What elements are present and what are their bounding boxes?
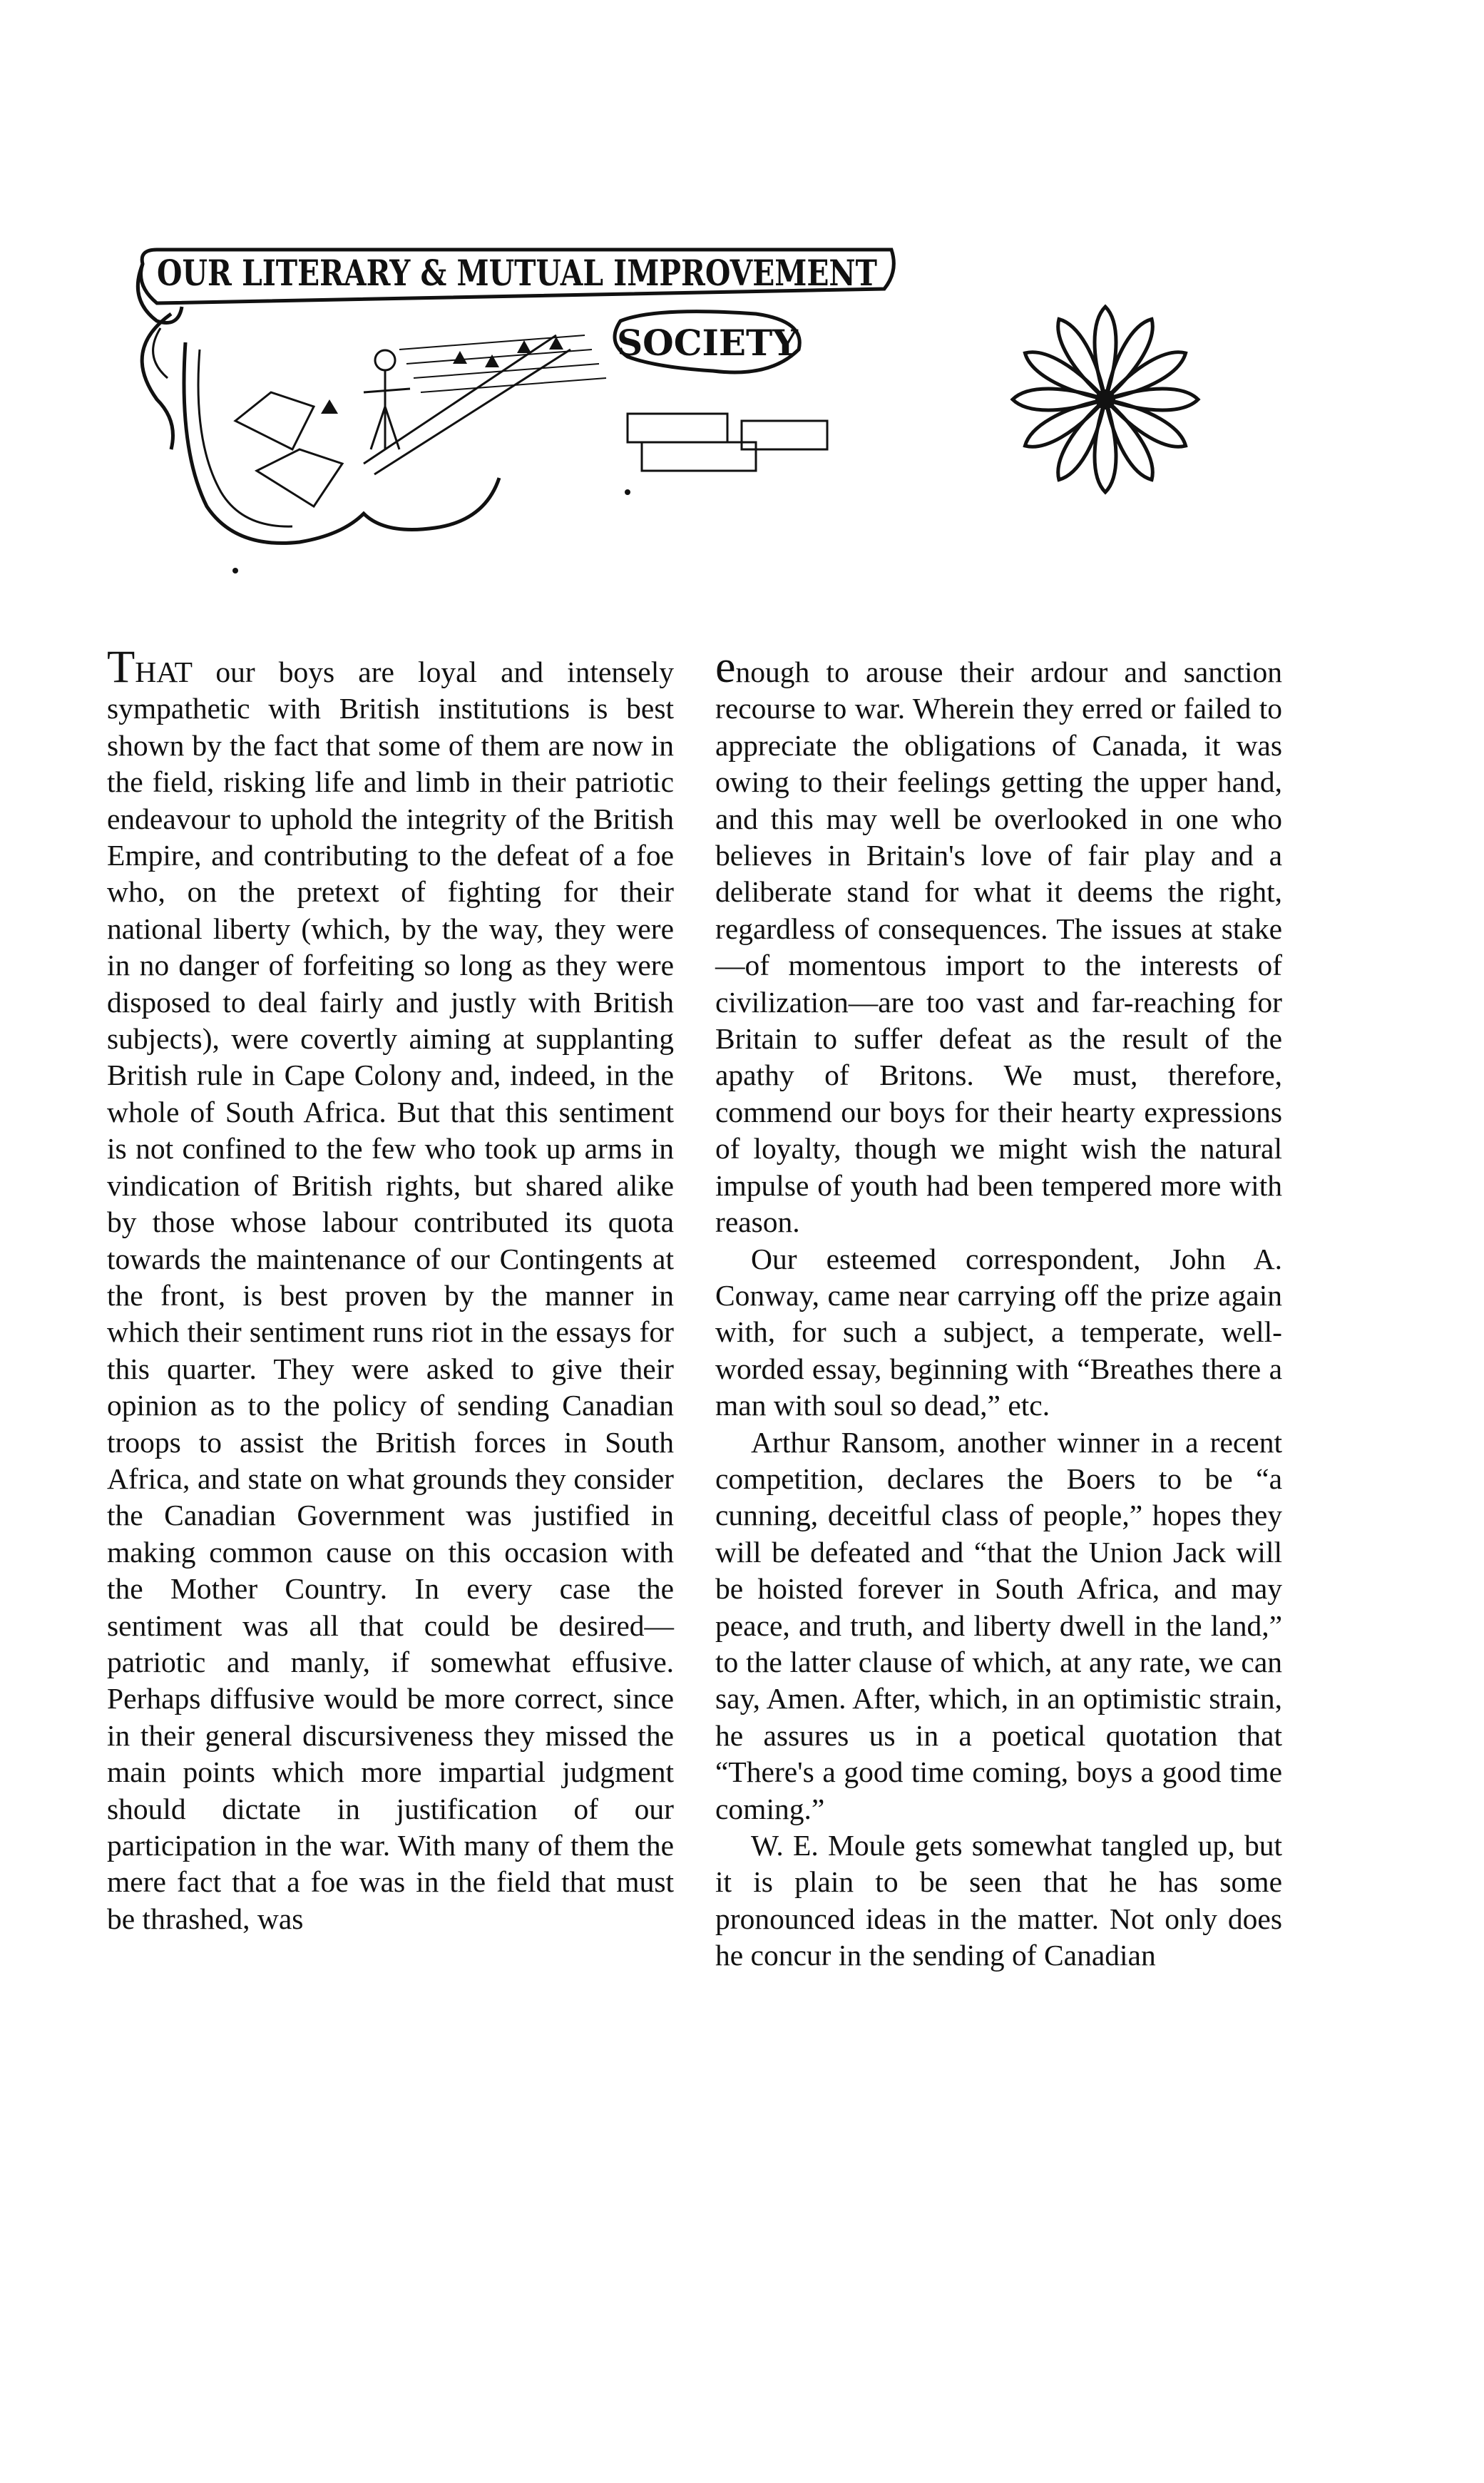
article-paragraph: W. E. Moule gets somewhat tangled up, but it is plain to be seen that he has some pronounced ideas in the matter. Not only does he concur in the sending of Canadian bbox=[715, 1829, 1282, 1972]
article-paragraph: enough to arouse their ardour and sanction recourse to war. Wherein they erred or failed to appreciate the obligations of Canada, it was owing to their feelings getting the upper hand, and this may well be overlooked in one who believes in Britain's love of fair play and a deliberate stand for what it deems the right, regardless of consequences. The issues at stake—of momentous import to the interests of civilization—are too vast and far-reaching for Britain to suffer defeat as the result of the apathy of Britons. We must, therefore, commend our boys for their hearty expressions of loyalty, though we might wish the natural impulse of youth had been tempered more with reason. bbox=[715, 641, 1282, 1239]
article-left-column bbox=[107, 641, 674, 2285]
masthead-illustration bbox=[128, 235, 906, 592]
masthead-title-line1: OUR LITERARY & MUTUAL IMPROVEMENT bbox=[157, 252, 877, 294]
floral-ornament-icon bbox=[1013, 292, 1198, 506]
article-paragraph: THAT our boys are loyal and intensely sympathetic with British institutions is best shown by the fact that some of them are now in the field, risking life and limb in their patriotic endeavour to uphold the integrity of the British Empire, and contributing to the defeat of a foe who, on the pretext of fighting for their national liberty (which, by the way, they were in no danger of forfeiting so long as they were disposed to deal fairly and justly with British subjects), were covertly aiming at supplanting British rule in Cape Colony and, indeed, in the whole of South Africa. But that this sentiment is not confined to the few who took up arms in vindication of British rights, but shared alike by those whose labour contributed its quota towards the maintenance of our Contingents at the front, is best proven by the manner in which their sentiment runs riot in the essays for this quarter. They were asked to give their opinion as to the policy of sending Canadian troops to assist the British forces in South Africa, and state on what grounds they consider the Canadian Government was justified in making common cause on this occasion with the Mother Country. In every case the sentiment was all that could be desired—patriotic and manly, if somewhat effusive. Perhaps diffusive would be more correct, since in their general discursiveness they missed the main points which more impartial judgment should dictate in justification of our participation in the war. With many of them the mere fact that a foe was in the field that must be thrashed, was bbox=[107, 641, 674, 1935]
article-right-column bbox=[715, 641, 1282, 2285]
masthead-title-line2: SOCIETY bbox=[617, 322, 798, 364]
article-paragraph: Our esteemed correspondent, John A. Conway, came near carrying off the prize again with, for such a subject, a temperate, well-worded essay, beginning with “Breathes there a man with soul so dead,” etc. bbox=[715, 1242, 1282, 1422]
article-paragraph: Arthur Ransom, another winner in a recent competition, declares the Boers to be “a cunning, deceitful class of people,” hopes they will be defeated and “that the Union Jack will be hoisted forever in South Africa, and may peace, and truth, and liberty dwell in the land,” to the latter clause of which, at any rate, we can say, Amen. After, which, in an optimistic strain, he assures us in a poetical quotation that “There's a good time coming, boys a good time coming.” bbox=[715, 1425, 1282, 1825]
